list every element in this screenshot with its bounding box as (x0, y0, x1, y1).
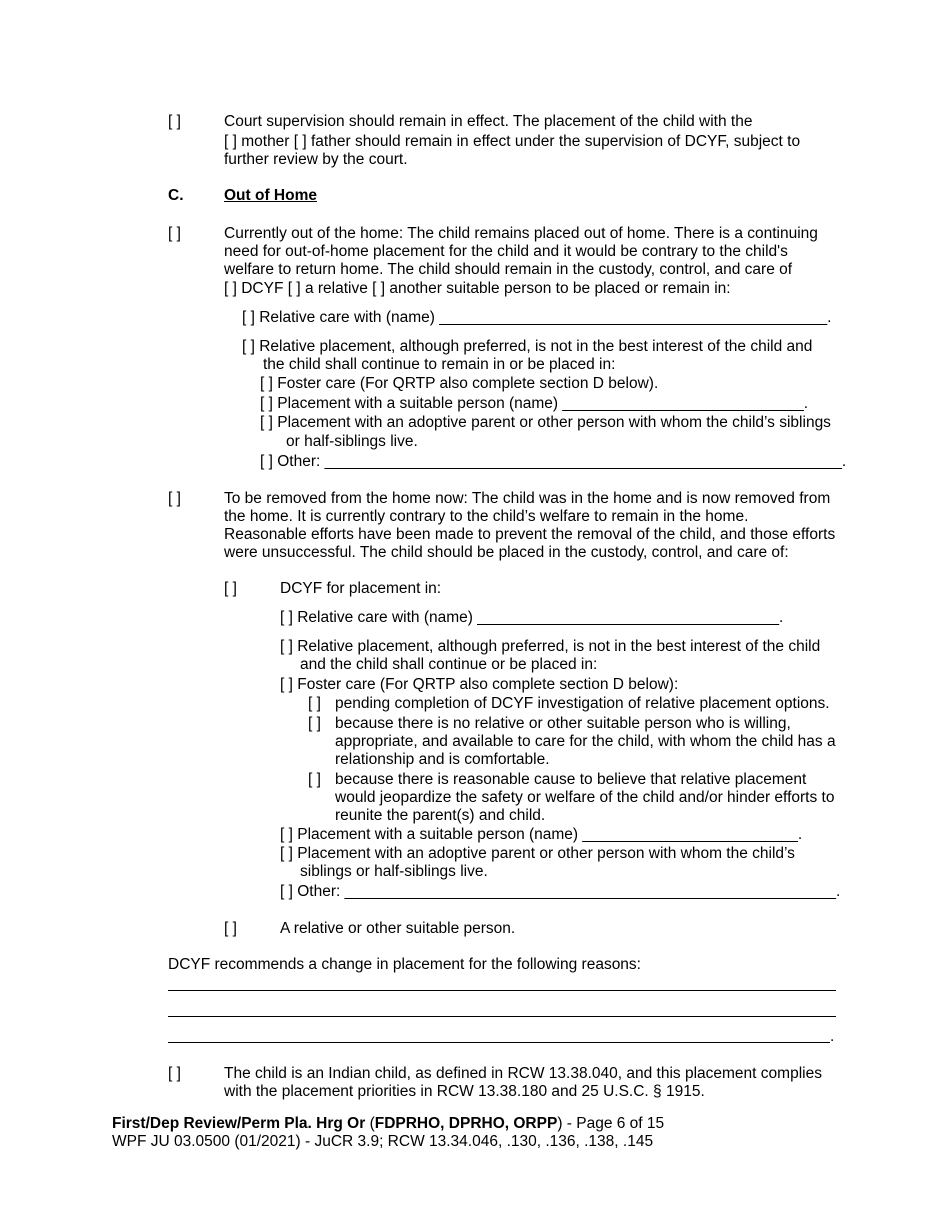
reasons-line-3[interactable] (168, 1042, 830, 1043)
out-relative-care-option[interactable]: [ ] Relative care with (name) _____________________________________________. (242, 309, 832, 326)
dcyf-placement-label: DCYF for placement in: (280, 580, 442, 597)
no-relative-checkbox[interactable]: [ ] (308, 715, 321, 732)
no-relative-line-1: because there is no relative or other suitable person who is willing, (335, 715, 791, 732)
reasons-line-1[interactable] (168, 990, 836, 991)
removed-adoptive-parent-option[interactable]: [ ] Placement with an adoptive parent or other person with whom the child’s (280, 845, 795, 862)
out-suitable-person-option[interactable]: [ ] Placement with a suitable person (name) ____________________________. (260, 395, 809, 412)
dcyf-placement-checkbox[interactable]: [ ] (224, 580, 237, 597)
section-c-letter: C. (168, 187, 184, 204)
out-relative-placement-cont: the child shall continue to remain in or be placed in: (263, 356, 616, 373)
section-c-title: Out of Home (224, 187, 317, 204)
indian-child-checkbox[interactable]: [ ] (168, 1065, 181, 1082)
currently-out-line-4: [ ] DCYF [ ] a relative [ ] another suitable person to be placed or remain in: (224, 280, 731, 297)
to-be-removed-line-4: were unsuccessful. The child should be placed in the custody, control, and care of: (224, 544, 789, 561)
footer-title-bold: First/Dep Review/Perm Pla. Hrg Or (112, 1115, 366, 1132)
removed-suitable-person-option[interactable]: [ ] Placement with a suitable person (name) _________________________. (280, 826, 803, 843)
removed-relative-placement-option[interactable]: [ ] Relative placement, although preferred, is not in the best interest of the child (280, 638, 821, 655)
footer-title (112, 1115, 664, 1133)
jeopardize-line-1: because there is reasonable cause to believe that relative placement (335, 771, 807, 788)
jeopardize-line-2: would jeopardize the safety or welfare of the child and/or hinder efforts to (335, 789, 835, 806)
no-relative-line-3: relationship and is comfortable. (335, 751, 550, 768)
footer-form-citation: WPF JU 03.0500 (01/2021) - JuCR 3.9; RCW 13.34.046, .130, .136, .138, .145 (112, 1133, 654, 1150)
footer-open-paren: ( (365, 1115, 375, 1132)
no-relative-line-2: appropriate, and available to care for the child, with whom the child has a (335, 733, 836, 750)
jeopardize-checkbox[interactable]: [ ] (308, 771, 321, 788)
removed-relative-care-option[interactable]: [ ] Relative care with (name) ___________________________________. (280, 609, 784, 626)
court-supervision-line-3: further review by the court. (224, 151, 408, 168)
currently-out-line-2: need for out-of-home placement for the child and it would be contrary to the child's (224, 243, 788, 260)
removed-foster-care-option[interactable]: [ ] Foster care (For QRTP also complete section D below): (280, 676, 679, 693)
footer-page-number: ) - Page 6 of 15 (557, 1115, 665, 1132)
indian-child-line-2: with the placement priorities in RCW 13.38.180 and 25 U.S.C. § 1915. (224, 1083, 705, 1100)
currently-out-line-3: welfare to return home. The child should remain in the custody, control, and care of (224, 261, 793, 278)
pending-investigation-text: pending completion of DCYF investigation of relative placement options. (335, 695, 830, 712)
out-relative-placement-option[interactable]: [ ] Relative placement, although preferred, is not in the best interest of the child and (242, 338, 813, 355)
court-supervision-line-1: Court supervision should remain in effect. The placement of the child with the (224, 113, 753, 130)
to-be-removed-line-2: the home. It is currently contrary to the child’s welfare to remain in the home. (224, 508, 749, 525)
reasons-line-2[interactable] (168, 1016, 836, 1017)
court-supervision-line-2: [ ] mother [ ] father should remain in effect under the supervision of DCYF, subject to (224, 133, 801, 150)
footer-codes: FDPRHO, DPRHO, ORPP (374, 1115, 558, 1132)
removed-other-option[interactable]: [ ] Other: _________________________________________________________. (280, 883, 841, 900)
court-supervision-checkbox[interactable]: [ ] (168, 113, 181, 130)
pending-investigation-checkbox[interactable]: [ ] (308, 695, 321, 712)
out-adoptive-parent-option[interactable]: [ ] Placement with an adoptive parent or other person with whom the child’s siblings (260, 414, 831, 431)
to-be-removed-line-3: Reasonable efforts have been made to prevent the removal of the child, and those efforts (224, 526, 836, 543)
reasons-end-period: . (830, 1028, 835, 1045)
out-adoptive-parent-cont: or half-siblings live. (286, 433, 418, 450)
relative-other-label: A relative or other suitable person. (280, 920, 516, 937)
to-be-removed-checkbox[interactable]: [ ] (168, 490, 181, 507)
out-other-option[interactable]: [ ] Other: ____________________________________________________________. (260, 453, 847, 470)
relative-other-checkbox[interactable]: [ ] (224, 920, 237, 937)
out-foster-care-option[interactable]: [ ] Foster care (For QRTP also complete section D below). (260, 375, 659, 392)
jeopardize-line-3: reunite the parent(s) and child. (335, 807, 546, 824)
dcyf-recommends-label: DCYF recommends a change in placement for the following reasons: (168, 956, 641, 973)
indian-child-line-1: The child is an Indian child, as defined in RCW 13.38.040, and this placement complies (224, 1065, 822, 1082)
currently-out-line-1: Currently out of the home: The child remains placed out of home. There is a continuing (224, 225, 818, 242)
currently-out-checkbox[interactable]: [ ] (168, 225, 181, 242)
removed-relative-placement-cont: and the child shall continue or be placed in: (300, 656, 598, 673)
removed-adoptive-parent-cont: siblings or half-siblings live. (300, 863, 488, 880)
to-be-removed-line-1: To be removed from the home now: The child was in the home and is now removed from (224, 490, 831, 507)
